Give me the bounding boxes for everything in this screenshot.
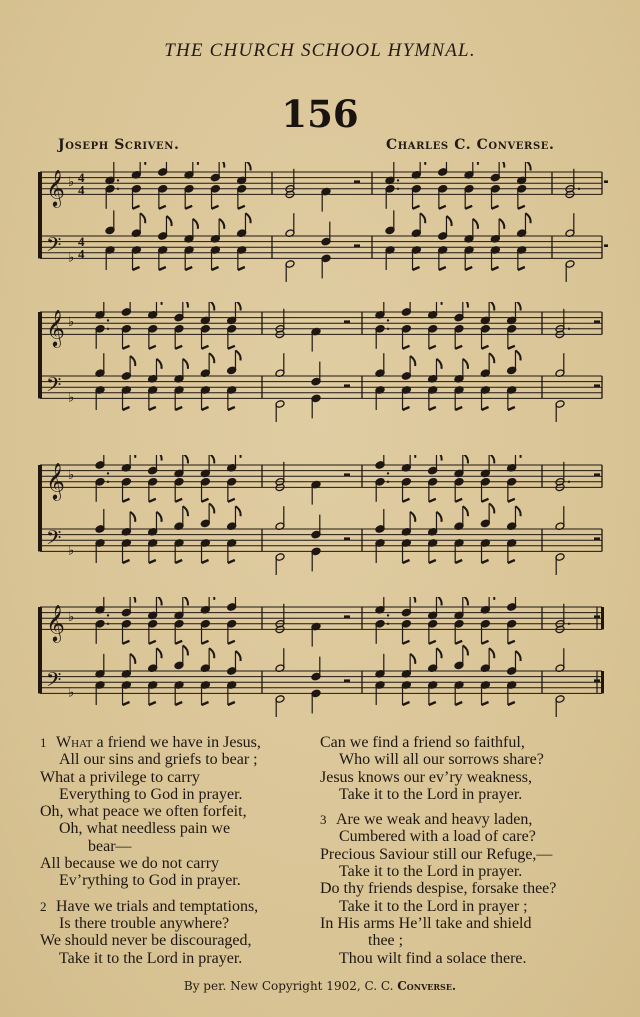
svg-text:♭: ♭ xyxy=(68,174,75,190)
treble-clef-icon: 𝄞 xyxy=(46,168,65,207)
svg-text:♭: ♭ xyxy=(68,314,75,330)
svg-text:♭: ♭ xyxy=(68,609,75,625)
svg-text:4: 4 xyxy=(78,246,85,262)
verse-line: Precious Saviour still our Refuge,— xyxy=(320,845,553,863)
svg-text:4: 4 xyxy=(78,234,85,250)
verse-text: Are we weak and heavy laden, xyxy=(336,811,533,829)
composer-credit: Charles C. Converse. xyxy=(386,137,555,153)
svg-text:♭: ♭ xyxy=(68,684,75,700)
copyright-name: Converse. xyxy=(397,979,457,993)
stanza-number: 1 xyxy=(40,735,47,750)
bass-clef-icon: 𝄢 xyxy=(46,232,62,261)
bass-clef-icon: 𝄢 xyxy=(46,372,62,401)
treble-clef-icon: 𝄞 xyxy=(46,461,65,500)
verse-line: Can we find a friend so faithful, xyxy=(320,734,525,751)
svg-text:♭: ♭ xyxy=(68,389,75,405)
copyright-notice xyxy=(0,979,640,993)
svg-text:♭: ♭ xyxy=(68,467,75,483)
verse-line: Take it to the Lord in prayer ; xyxy=(339,897,528,915)
verse-line: bear— xyxy=(88,837,132,855)
verse-line: Oh, what needless pain we xyxy=(59,820,231,838)
verses-left-column xyxy=(40,734,315,967)
verse-line: Take it to the Lord in prayer. xyxy=(59,949,243,967)
stanza-number: 2 xyxy=(40,898,47,914)
verse-line: Is there trouble anywhere? xyxy=(59,914,230,932)
verse-line xyxy=(40,898,315,915)
verse-line: Ev’rything to God in prayer. xyxy=(59,872,241,890)
verse-line: In His arms He’ll take and shield xyxy=(320,914,532,932)
verse-text: Have we trials and temptations, xyxy=(56,897,259,915)
verse-line: Do thy friends despise, forsake thee? xyxy=(320,880,557,898)
verse-line: Take it to the Lord in prayer. xyxy=(339,785,523,803)
author-credit: Joseph Scriven. xyxy=(58,137,180,153)
svg-text:♭: ♭ xyxy=(68,542,75,558)
verse-line: What a privilege to carry xyxy=(40,768,200,786)
music-system-2 xyxy=(36,302,608,422)
music-system-3 xyxy=(36,455,608,575)
verse-line: Oh, what peace we often forfeit, xyxy=(40,803,247,821)
stanza-gap xyxy=(320,803,620,811)
verse-line: Cumbered with a load of care? xyxy=(339,828,536,846)
stanza-first-word: What xyxy=(56,734,93,751)
svg-text:4: 4 xyxy=(78,170,85,186)
verse-line: Jesus knows our ev’ry weakness, xyxy=(320,768,532,786)
verse-line: Everything to God in prayer. xyxy=(59,785,243,803)
copyright-prefix: By per. New Copyright 1902, C. C. xyxy=(183,979,398,993)
running-head: THE CHURCH SCHOOL HYMNAL. xyxy=(164,40,476,61)
music-system-1 xyxy=(36,162,608,282)
verse-text: a friend we have in Jesus, xyxy=(92,734,261,751)
svg-text:4: 4 xyxy=(78,182,85,198)
treble-clef-icon: 𝄞 xyxy=(46,603,65,642)
hymn-number: 156 xyxy=(281,92,359,136)
stanza-number: 3 xyxy=(320,812,327,828)
bass-clef-icon: 𝄢 xyxy=(46,667,62,696)
verse-line: thee ; xyxy=(368,932,404,950)
verse-line: All because we do not carry xyxy=(40,855,220,873)
treble-clef-icon: 𝄞 xyxy=(46,308,65,347)
music-system-4 xyxy=(36,597,608,717)
svg-text:♭: ♭ xyxy=(68,249,75,265)
verse-line xyxy=(40,734,315,751)
verse-line: All our sins and griefs to bear ; xyxy=(59,751,258,769)
verse-line: Take it to the Lord in prayer. xyxy=(339,863,523,881)
bass-clef-icon: 𝄢 xyxy=(46,525,62,554)
verse-line xyxy=(320,811,620,828)
verse-line: We should never be discouraged, xyxy=(40,932,252,950)
verse-line: Thou wilt find a solace there. xyxy=(339,949,527,967)
verses-right-column xyxy=(320,734,620,967)
stanza-gap xyxy=(40,890,315,898)
verse-line: Who will all our sorrows share? xyxy=(339,751,544,769)
